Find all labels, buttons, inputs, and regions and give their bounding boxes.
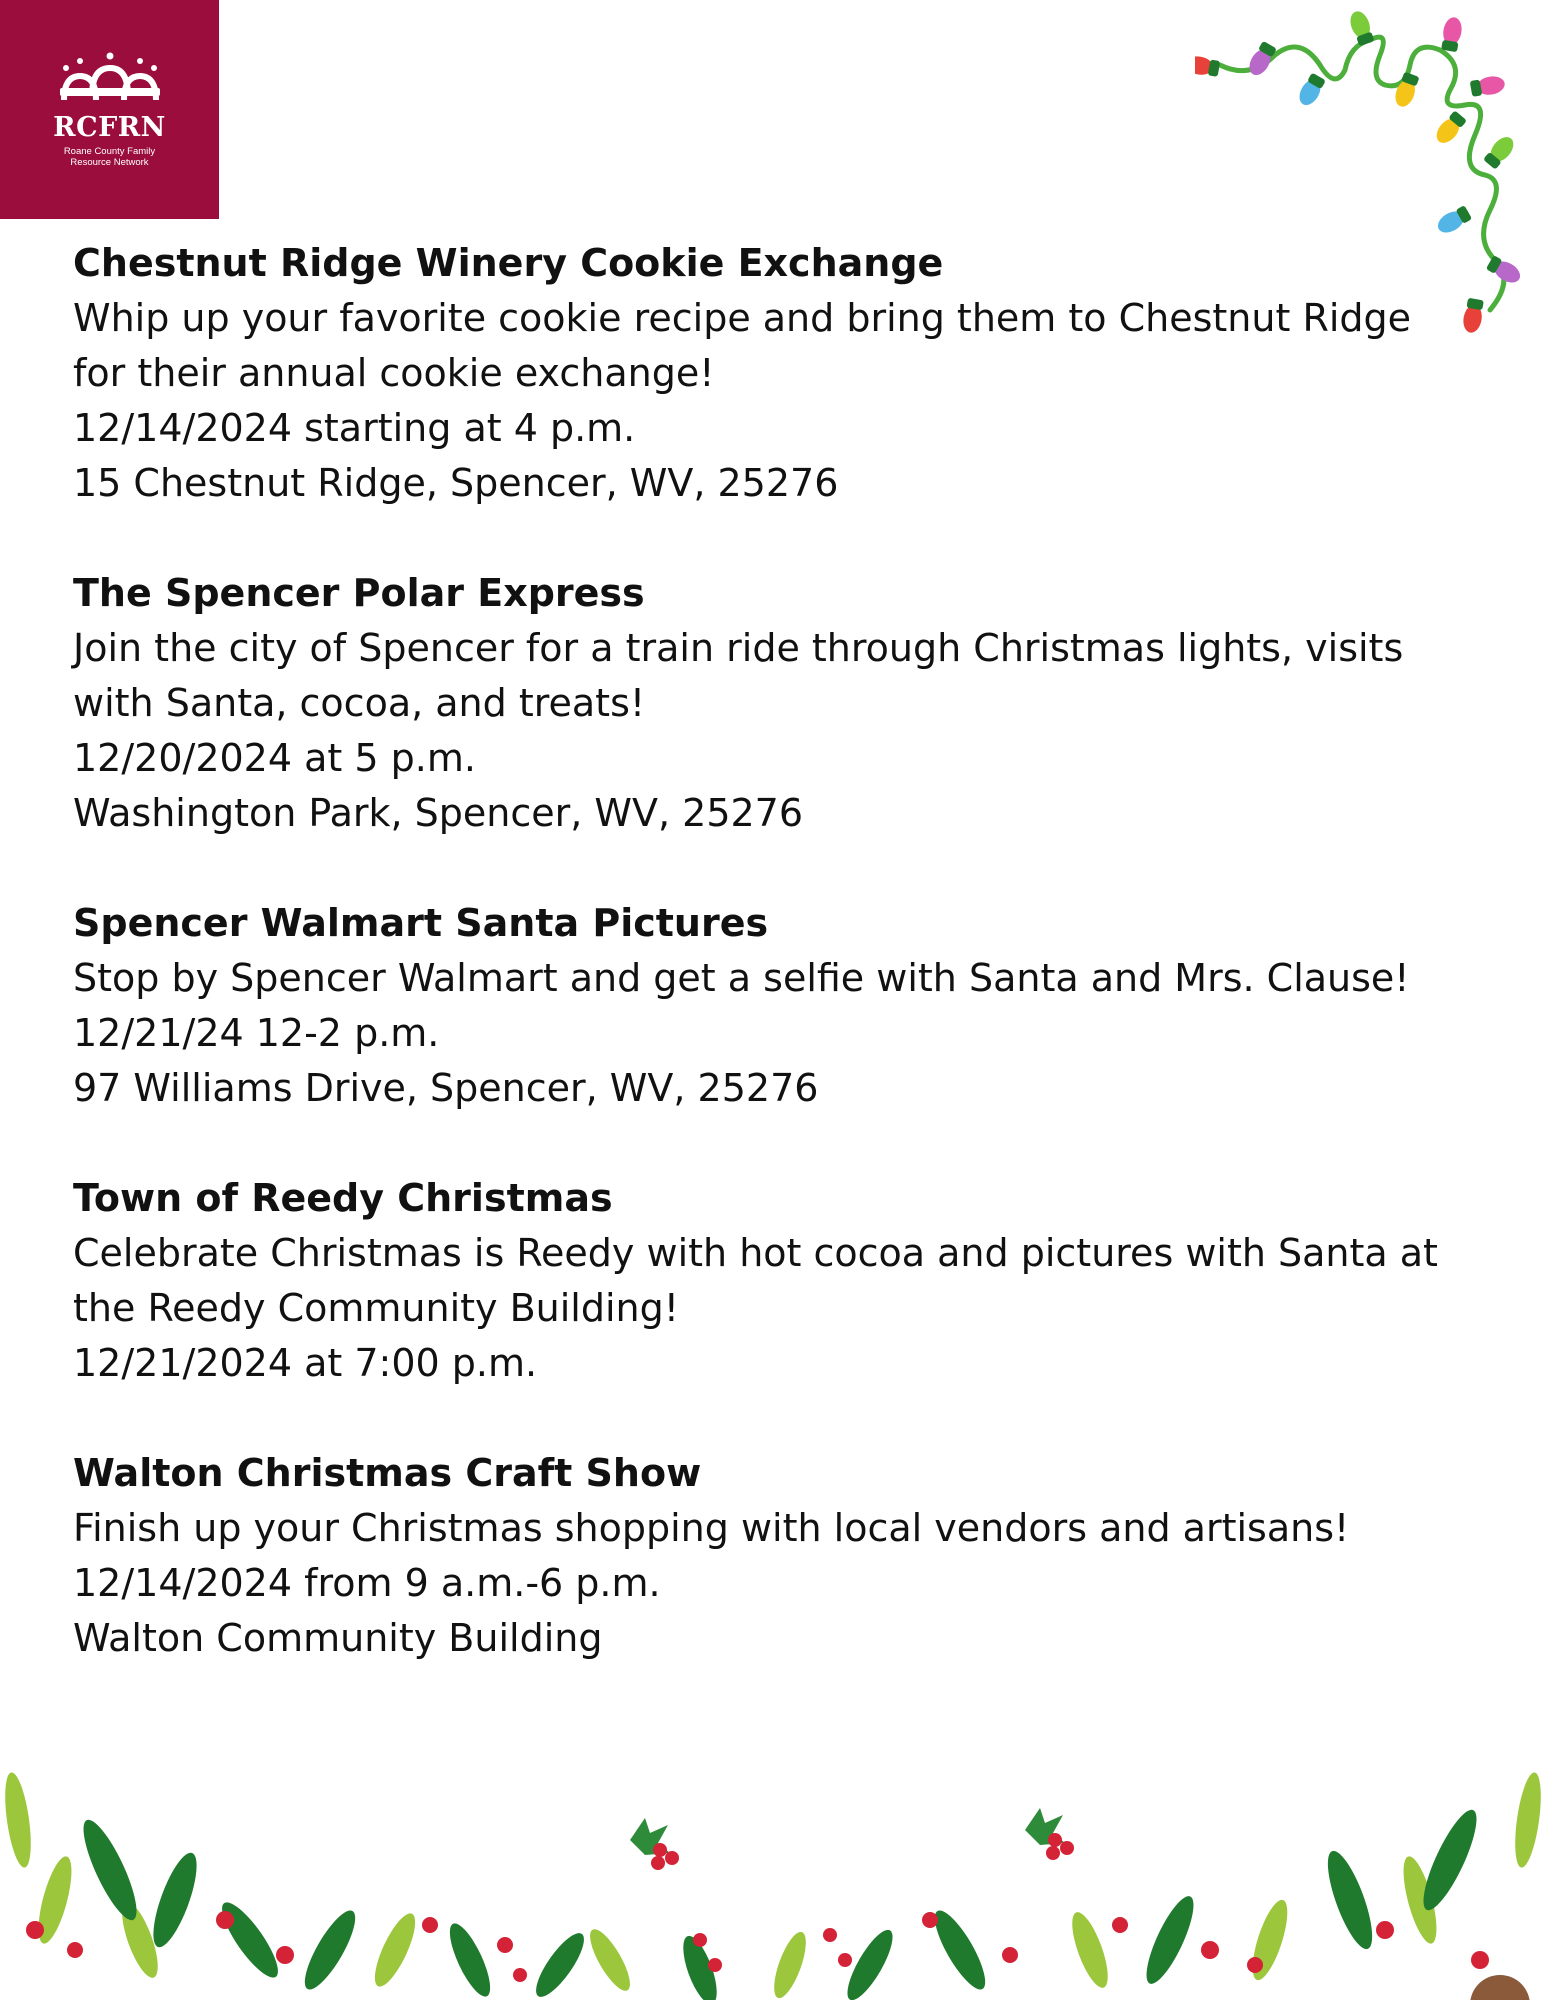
event-description: the Reedy Community Building! xyxy=(73,1286,679,1330)
event-description: Stop by Spencer Walmart and get a selfie with Santa and Mrs. Clause! xyxy=(73,956,1410,1000)
event-datetime: 12/21/2024 at 7:00 p.m. xyxy=(73,1341,538,1385)
event-title: The Spencer Polar Express xyxy=(73,571,645,615)
event-block xyxy=(73,896,1473,1116)
family-arches-icon xyxy=(58,52,162,108)
holly-garland-icon xyxy=(0,1750,1545,2000)
event-datetime: 12/14/2024 from 9 a.m.-6 p.m. xyxy=(73,1561,661,1605)
rcfrn-logo xyxy=(0,0,219,219)
event-description: with Santa, cocoa, and treats! xyxy=(73,681,646,725)
event-location: 15 Chestnut Ridge, Spencer, WV, 25276 xyxy=(73,461,839,505)
event-block xyxy=(73,1171,1473,1391)
event-location: 97 Williams Drive, Spencer, WV, 25276 xyxy=(73,1066,819,1110)
event-title: Town of Reedy Christmas xyxy=(73,1176,613,1220)
logo-subtitle xyxy=(0,146,219,168)
event-datetime: 12/14/2024 starting at 4 p.m. xyxy=(73,406,636,450)
event-description: Join the city of Spencer for a train ride through Christmas lights, visits xyxy=(73,626,1404,670)
logo-title: RCFRN xyxy=(53,112,166,143)
event-block xyxy=(73,236,1473,511)
event-description: Whip up your favorite cookie recipe and bring them to Chestnut Ridge xyxy=(73,296,1412,340)
event-title: Walton Christmas Craft Show xyxy=(73,1451,702,1495)
event-title: Chestnut Ridge Winery Cookie Exchange xyxy=(73,241,944,285)
event-location: Walton Community Building xyxy=(73,1616,603,1660)
events-list xyxy=(73,236,1473,1721)
logo-subtitle-line: Resource Network xyxy=(70,157,149,168)
event-datetime: 12/21/24 12-2 p.m. xyxy=(73,1011,440,1055)
event-block xyxy=(73,566,1473,841)
event-datetime: 12/20/2024 at 5 p.m. xyxy=(73,736,476,780)
event-location: Washington Park, Spencer, WV, 25276 xyxy=(73,791,804,835)
logo-subtitle-line: Roane County Family xyxy=(63,146,156,157)
event-description: Finish up your Christmas shopping with local vendors and artisans! xyxy=(73,1506,1350,1550)
event-title: Spencer Walmart Santa Pictures xyxy=(73,901,769,945)
event-block xyxy=(73,1446,1473,1666)
event-description: for their annual cookie exchange! xyxy=(73,351,715,395)
event-description: Celebrate Christmas is Reedy with hot cocoa and pictures with Santa at xyxy=(73,1231,1438,1275)
